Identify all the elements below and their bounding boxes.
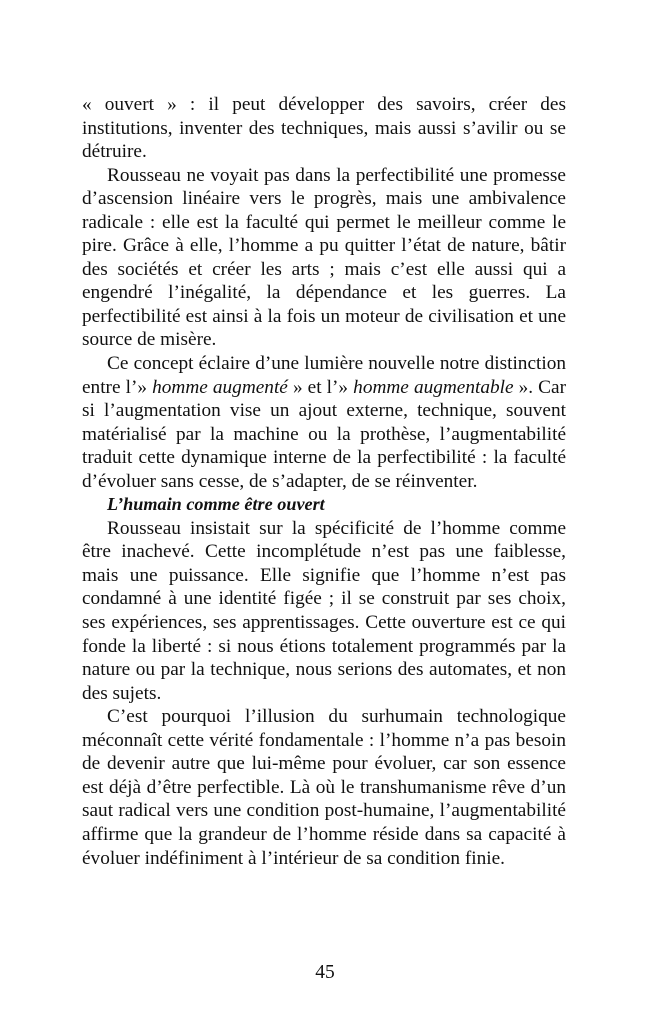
paragraph-text: ». Car si l’augmentation vise un ajout externe, technique, souvent matérialisé par la machine ou la prothèse, l’augmentabilité traduit cette dynamique interne de la perfectibilité : la faculté d’évoluer sans cesse, de s’adapter, de se réinventer. bbox=[82, 376, 567, 492]
paragraph-continuation: « ouvert » : il peut développer des savoirs, créer des institutions, inventer des techniques, mais aussi s’avilir ou se détruire. bbox=[82, 94, 566, 163]
paragraph-technological-superhuman: C’est pourquoi l’illusion du surhumain technologique méconnaît cette vérité fondamentale : l’homme n’a pas besoin de devenir autre que lui-même pour évoluer, car son essence est déjà d’être perfectible. Là où le transhumanisme rêve d’un saut radical vers une condition post-humaine, l’augmentabilité affirme que la grandeur de l’homme réside dans sa capacité à évoluer indéfiniment à l’intérieur de sa condition finie. bbox=[82, 706, 566, 869]
page-number: 45 bbox=[315, 962, 335, 983]
section-heading: L’humain comme être ouvert bbox=[107, 494, 325, 515]
term-homme-augmentable: homme augmentable bbox=[353, 376, 514, 398]
term-homme-augmente: homme augmenté bbox=[152, 376, 288, 398]
paragraph-text: Ce concept éclaire d’une lumière nouvelle notre distinction entre l’» bbox=[82, 353, 566, 398]
paragraph-unfinished-being: Rousseau insistait sur la spécificité de l’homme comme être inachevé. Cette incomplétude n’est pas une faiblesse, mais une puissance. Elle signifie que l’homme n’est pas condamné à une identité figée ; il se construit par ses choix, ses expériences, ses apprentissages. Cette ouverture est ce qui fonde la liberté : si nous étions totalement programmés par la nature ou par la technique, nous serions des automates, et non des sujets. bbox=[82, 517, 566, 704]
paragraph-augmented-vs-augmentable bbox=[82, 352, 566, 493]
paragraph-text: » et l’» bbox=[287, 376, 354, 398]
paragraph-perfectibility-ambivalence: Rousseau ne voyait pas dans la perfectibilité une promesse d’ascension linéaire vers le progrès, mais une ambivalence radicale : elle est la faculté qui permet le meilleur comme le pire. Grâce à elle, l’homme a pu quitter l’état de nature, bâtir des sociétés et créer les arts ; mais c’est elle aussi qui a engendré l’inégalité, la dépendance et les guerres. La perfectibilité est ainsi à la fois un moteur de civilisation et une source de misère. bbox=[82, 164, 566, 351]
page-body bbox=[82, 93, 566, 870]
